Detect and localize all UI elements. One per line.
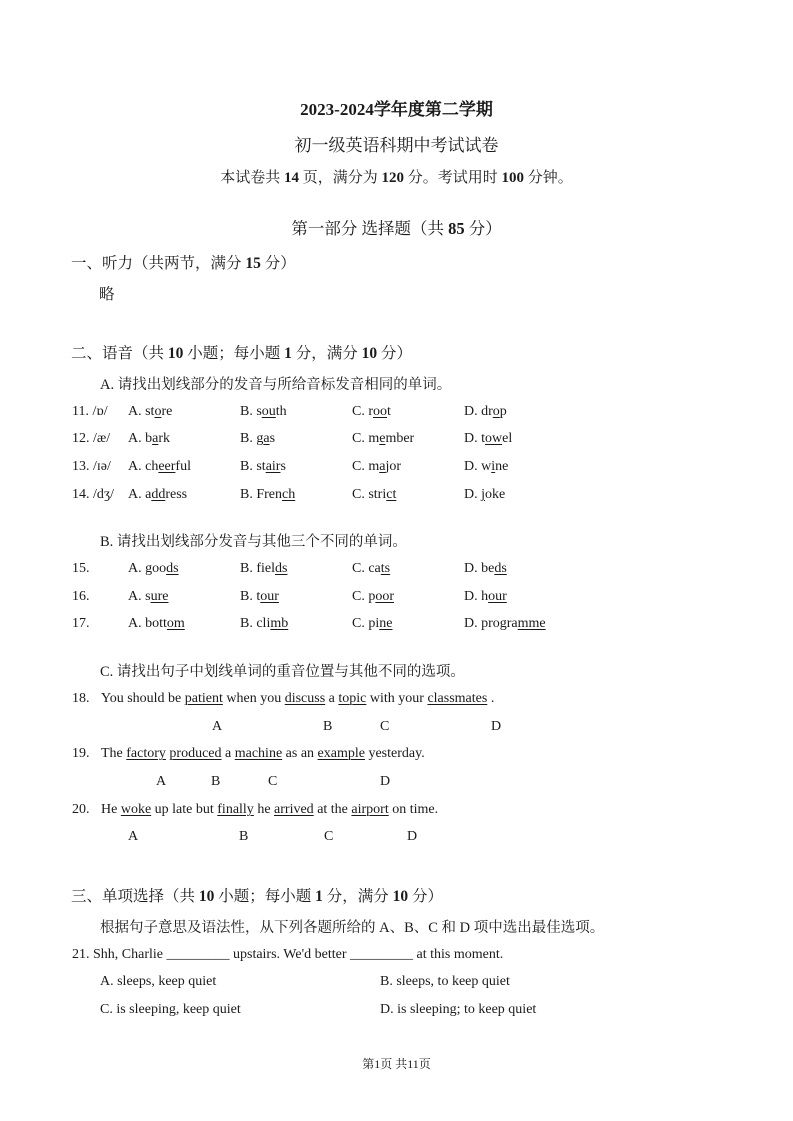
- label-a: A: [212, 719, 223, 734]
- option-d: D. wine: [464, 459, 509, 474]
- label-c: C: [268, 774, 278, 789]
- question-number: 14. /dʒ/: [72, 487, 114, 502]
- option-a: A. cheerful: [128, 459, 191, 474]
- option-d: D. drop: [464, 404, 507, 419]
- question-number: 12. /æ/: [72, 431, 111, 446]
- option-c: C. pine: [352, 616, 393, 631]
- option-a: A. sure: [128, 589, 169, 604]
- label-a: A: [128, 829, 139, 844]
- question-sentence: He woke up late but finally he arrived at the airport on time.: [101, 802, 439, 817]
- question-stem: 21. Shh, Charlie _________ upstairs. We'd better _________ at this moment.: [72, 947, 504, 962]
- label-b: B: [239, 829, 249, 844]
- option-b: B. climb: [240, 616, 289, 631]
- question-sentence: The factory produced a machine as an example yesterday.: [101, 746, 425, 761]
- option-d: D. hour: [464, 589, 507, 604]
- question-number: 11. /ɒ/: [72, 404, 108, 419]
- option-b: B. French: [240, 487, 296, 502]
- option-c: C. member: [352, 431, 415, 446]
- exam-title: 2023-2024学年度第二学期: [300, 100, 493, 119]
- section-single-choice-title: 三、单项选择（共 10 小题；每小题 1 分，满分 10 分）: [71, 888, 444, 905]
- option-c: C. strict: [352, 487, 397, 502]
- option-d: D. programme: [464, 616, 546, 631]
- option-a: A. store: [128, 404, 173, 419]
- question-sentence: You should be patient when you discuss a topic with your classmates .: [101, 691, 495, 706]
- page-footer: 第1页 共11页: [362, 1057, 431, 1071]
- exam-subtitle: 初一级英语科期中考试试卷: [294, 136, 499, 155]
- option-d: D. is sleeping; to keep quiet: [380, 1002, 537, 1017]
- label-b: B: [323, 719, 333, 734]
- option-a: A. bottom: [128, 616, 185, 631]
- single-choice-instruction: 根据句子意思及语法性，从下列各题所给的 A、B、C 和 D 项中选出最佳选项。: [100, 920, 605, 936]
- option-b: B. south: [240, 404, 287, 419]
- section-phonetics-title: 二、语音（共 10 小题；每小题 1 分，满分 10 分）: [71, 345, 413, 362]
- section-listening-title: 一、听力（共两节，满分 15 分）: [71, 255, 296, 272]
- listening-omitted: 略: [99, 286, 115, 303]
- option-b: B. fields: [240, 561, 288, 576]
- label-d: D: [491, 719, 502, 734]
- option-b: B. gas: [240, 431, 276, 446]
- label-d: D: [380, 774, 391, 789]
- question-number: 17.: [72, 616, 90, 631]
- question-number: 16.: [72, 589, 90, 604]
- label-c: C: [324, 829, 334, 844]
- option-d: D. towel: [464, 431, 513, 446]
- option-a: A. goods: [128, 561, 179, 576]
- option-b: B. sleeps, to keep quiet: [380, 974, 510, 989]
- option-c: C. is sleeping, keep quiet: [100, 1002, 241, 1017]
- part-one-title: 第一部分 选择题（共 85 分）: [291, 219, 502, 238]
- question-number: 20.: [72, 802, 90, 817]
- phonetics-part-b-instruction: B. 请找出划线部分发音与其他三个不同的单词。: [100, 534, 407, 550]
- option-b: B. tour: [240, 589, 279, 604]
- option-c: C. poor: [352, 589, 395, 604]
- question-number: 15.: [72, 561, 90, 576]
- option-d: D. joke: [464, 487, 506, 502]
- option-d: D. beds: [464, 561, 507, 576]
- question-number: 18.: [72, 691, 90, 706]
- option-c: C. root: [352, 404, 391, 419]
- phonetics-part-c-instruction: C. 请找出句子中划线单词的重音位置与其他不同的选项。: [100, 664, 465, 680]
- question-number: 19.: [72, 746, 90, 761]
- option-a: A. address: [128, 487, 188, 502]
- exam-info: 本试卷共 14 页，满分为 120 分。考试用时 100 分钟。: [220, 170, 573, 186]
- phonetics-part-a-instruction: A. 请找出划线部分的发音与所给音标发音相同的单词。: [100, 377, 452, 393]
- option-a: A. bark: [128, 431, 171, 446]
- question-number: 13. /ɪə/: [72, 459, 111, 474]
- label-d: D: [407, 829, 418, 844]
- label-c: C: [380, 719, 390, 734]
- option-b: B. stairs: [240, 459, 286, 474]
- label-a: A: [156, 774, 167, 789]
- option-c: C. major: [352, 459, 402, 474]
- option-c: C. cats: [352, 561, 391, 576]
- option-a: A. sleeps, keep quiet: [100, 974, 217, 989]
- label-b: B: [211, 774, 221, 789]
